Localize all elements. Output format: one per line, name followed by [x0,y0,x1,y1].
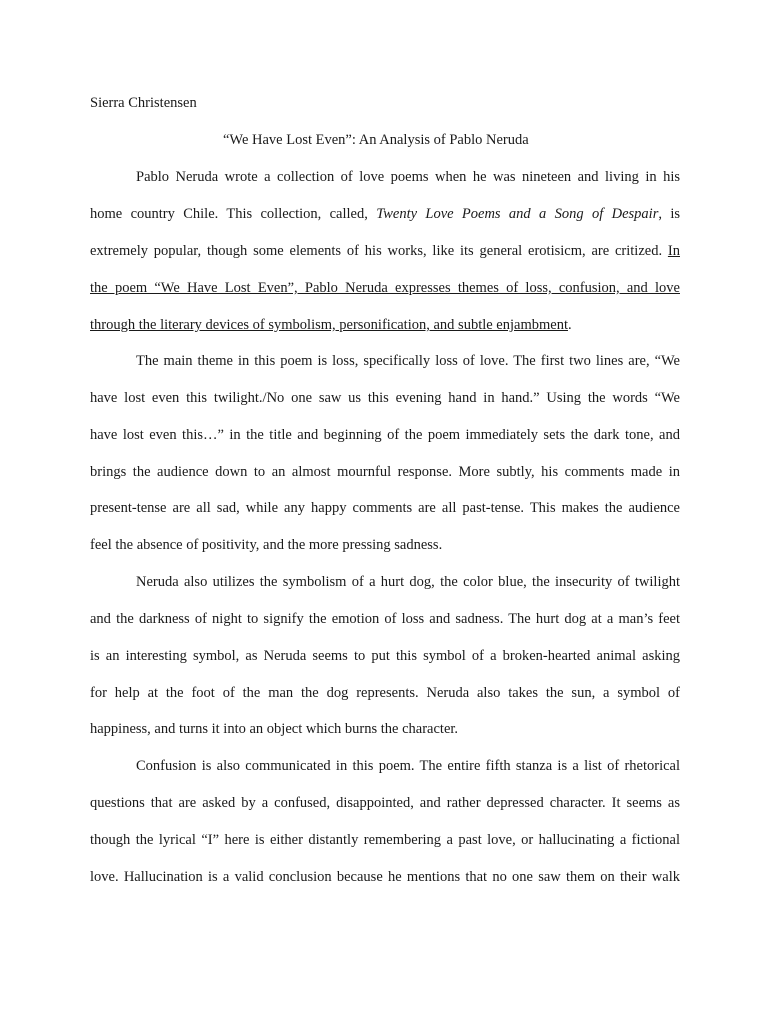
paragraph-3-line-3: is an interesting symbol, as Neruda seems to put this symbol of a broken-hearted animal asking [90,648,680,664]
paragraph-1-line-3: extremely popular, though some elements of his works, like its general erotisicm, are critized. In [90,243,680,259]
paragraph-2-line-6: feel the absence of positivity, and the more pressing sadness. [90,537,443,553]
paragraph-2-line-1: The main theme in this poem is loss, specifically loss of love. The first two lines are, “We [136,353,680,369]
thesis-start: In [667,243,680,259]
paragraph-3-line-4: for help at the foot of the man the dog represents. Neruda also takes the sun, a symbol of [90,685,680,701]
paragraph-2-line-5: present-tense are all sad, while any happy comments are all past-tense. This makes the audience [90,500,680,516]
paragraph-3-line-2: and the darkness of night to signify the emotion of loss and sadness. The hurt dog at a man’s feet [90,611,680,627]
paragraph-1-line-1: Pablo Neruda wrote a collection of love poems when he was nineteen and living in his [136,169,680,185]
paragraph-4-line-4: love. Hallucination is a valid conclusion because he mentions that no one saw them on their walk [90,869,680,885]
paragraph-2-line-4: brings the audience down to an almost mournful response. More subtly, his comments made in [90,464,680,480]
paragraph-2-line-2: have lost even this twilight./No one saw us this evening hand in hand.” Using the words “We [90,390,680,406]
thesis-line-1: the poem “We Have Lost Even”, Pablo Neruda expresses themes of loss, confusion, and love [90,280,680,296]
paragraph-4-line-2: questions that are asked by a confused, disappointed, and rather depressed character. It seems as [90,795,680,811]
paragraph-1-line-2: home country Chile. This collection, called, Twenty Love Poems and a Song of Despair, is [90,206,680,222]
paragraph-3-line-5: happiness, and turns it into an object which burns the character. [90,721,459,737]
paragraph-4-line-3: though the lyrical “I” here is either distantly remembering a past love, or hallucinating a fictional [90,832,680,848]
paragraph-4-line-1: Confusion is also communicated in this poem. The entire fifth stanza is a list of rhetorical [136,758,680,774]
thesis-line-2: through the literary devices of symbolism, personification, and subtle enjambment. [90,317,572,333]
book-title: Twenty Love Poems and a Song of Despair [376,206,659,222]
paragraph-3-line-1: Neruda also utilizes the symbolism of a hurt dog, the color blue, the insecurity of twilight [136,574,680,590]
paragraph-2-line-3: have lost even this…” in the title and beginning of the poem immediately sets the dark tone, and [90,427,680,443]
author-name: Sierra Christensen [90,95,197,111]
essay-title: “We Have Lost Even”: An Analysis of Pablo Neruda [223,132,529,148]
